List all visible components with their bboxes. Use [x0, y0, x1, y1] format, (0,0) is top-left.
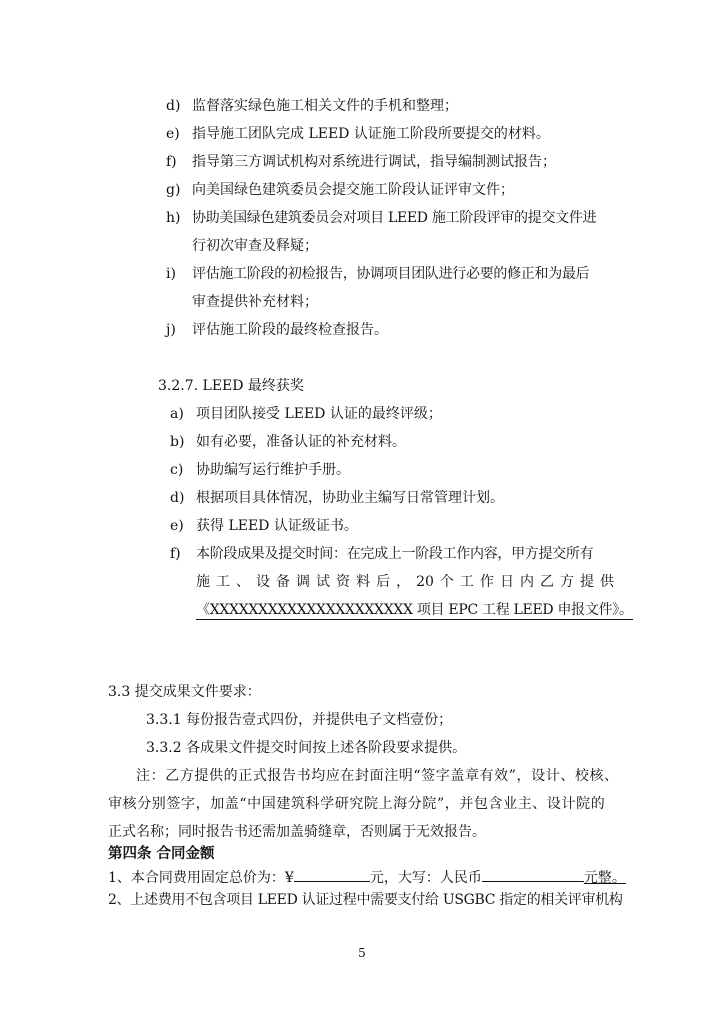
- requirement-3-3-2: 3.3.2 各成果文件提交时间按上述各阶段要求提供。: [146, 740, 467, 756]
- item-marker: e): [166, 126, 180, 142]
- award-item-d: [170, 488, 504, 508]
- item-marker: b): [170, 434, 185, 450]
- award-item-f-continuation-2: [196, 600, 633, 620]
- item-text: 评估施工阶段的最终检查报告。: [192, 322, 388, 338]
- award-item-f-continuation-1: 施工、设备调试资料后，20个工作日内乙方提供: [196, 574, 614, 590]
- item-marker: j): [166, 322, 176, 338]
- amount-prefix: 1、本合同费用固定总价为：¥: [108, 870, 294, 886]
- amount-blank: [294, 866, 370, 882]
- amount-suffix: 元整。: [583, 870, 626, 886]
- item-marker: h): [166, 210, 181, 226]
- list-item-f: [166, 152, 556, 172]
- item-text: 协助编写运行维护手册。: [196, 462, 350, 478]
- item-text: 指导第三方调试机构对系统进行调试，指导编制测试报告；: [192, 154, 556, 170]
- list-item-e: [166, 124, 550, 144]
- item-marker: i): [166, 266, 176, 282]
- award-item-c: [170, 460, 350, 480]
- note-line-3: 正式名称；同时报告书还需加盖骑缝章，否则属于无效报告。: [108, 824, 486, 840]
- article-4-heading: 第四条 合同金额: [108, 846, 215, 862]
- requirement-3-3-1: 3.3.1 每份报告壹式四份，并提供电子文档壹份；: [146, 712, 453, 728]
- list-item-g: [166, 180, 514, 200]
- item-text: 评估施工阶段的初检报告，协调项目团队进行必要的修正和为最后: [192, 266, 590, 282]
- list-item-i-continuation: 审查提供补充材料；: [192, 294, 318, 310]
- item-text: 如有必要，准备认证的补充材料。: [196, 434, 406, 450]
- list-item-d: [166, 96, 458, 116]
- item-text: 根据项目具体情况，协助业主编写日常管理计划。: [196, 490, 504, 506]
- amount-words-blank: [482, 866, 584, 882]
- item-marker: d): [170, 490, 185, 506]
- item-text: 本阶段成果及提交时间：在完成上一阶段工作内容，甲方提交所有: [196, 546, 594, 562]
- list-item-h: [166, 208, 596, 228]
- note-line-1: 注：乙方提供的正式报告书均应在封面注明“签字盖章有效”，设计、校核、: [136, 768, 619, 784]
- section-heading-3-3: 3.3 提交成果文件要求：: [108, 684, 261, 700]
- award-item-f: [170, 544, 593, 564]
- list-item-j: [166, 320, 388, 340]
- item-text: 协助美国绿色建筑委员会对项目 LEED 施工阶段评审的提交文件进: [192, 210, 597, 226]
- item-text: 向美国绿色建筑委员会提交施工阶段认证评审文件；: [192, 182, 514, 198]
- award-item-b: [170, 432, 406, 452]
- amount-words-label: 元，大写：人民币: [369, 870, 482, 886]
- fee-exclusion-line: 2、上述费用不包含项目 LEED 认证过程中需要支付给 USGBC 指定的相关评审机构: [108, 892, 623, 908]
- item-marker: c): [170, 462, 184, 478]
- page-number: 5: [358, 946, 366, 960]
- list-item-h-continuation: 行初次审查及释疑；: [192, 238, 318, 254]
- deliverable-title: 《XXXXXXXXXXXXXXXXXXXXX 项目 EPC 工程 LEED 申报文件》。: [196, 602, 633, 618]
- item-text: 项目团队接受 LEED 认证的最终评级；: [196, 406, 442, 422]
- award-item-e: [170, 516, 358, 536]
- item-marker: g): [166, 182, 181, 198]
- item-text: 监督落实绿色施工相关文件的手机和整理；: [192, 98, 458, 114]
- item-marker: e): [170, 518, 184, 534]
- note-line-2: 审核分别签字，加盖“中国建筑科学研究院上海分院”，并包含业主、设计院的: [108, 796, 606, 812]
- list-item-i: [166, 264, 589, 284]
- item-text: 指导施工团队完成 LEED 认证施工阶段所要提交的材料。: [192, 126, 550, 142]
- award-item-a: [170, 404, 442, 424]
- contract-amount-line: [108, 866, 626, 888]
- item-marker: f): [170, 546, 181, 562]
- item-marker: a): [170, 406, 184, 422]
- section-heading-3-2-7: 3.2.7. LEED 最终获奖: [158, 378, 304, 394]
- item-text: 获得 LEED 认证级证书。: [196, 518, 358, 534]
- item-marker: f): [166, 154, 177, 170]
- item-marker: d): [166, 98, 181, 114]
